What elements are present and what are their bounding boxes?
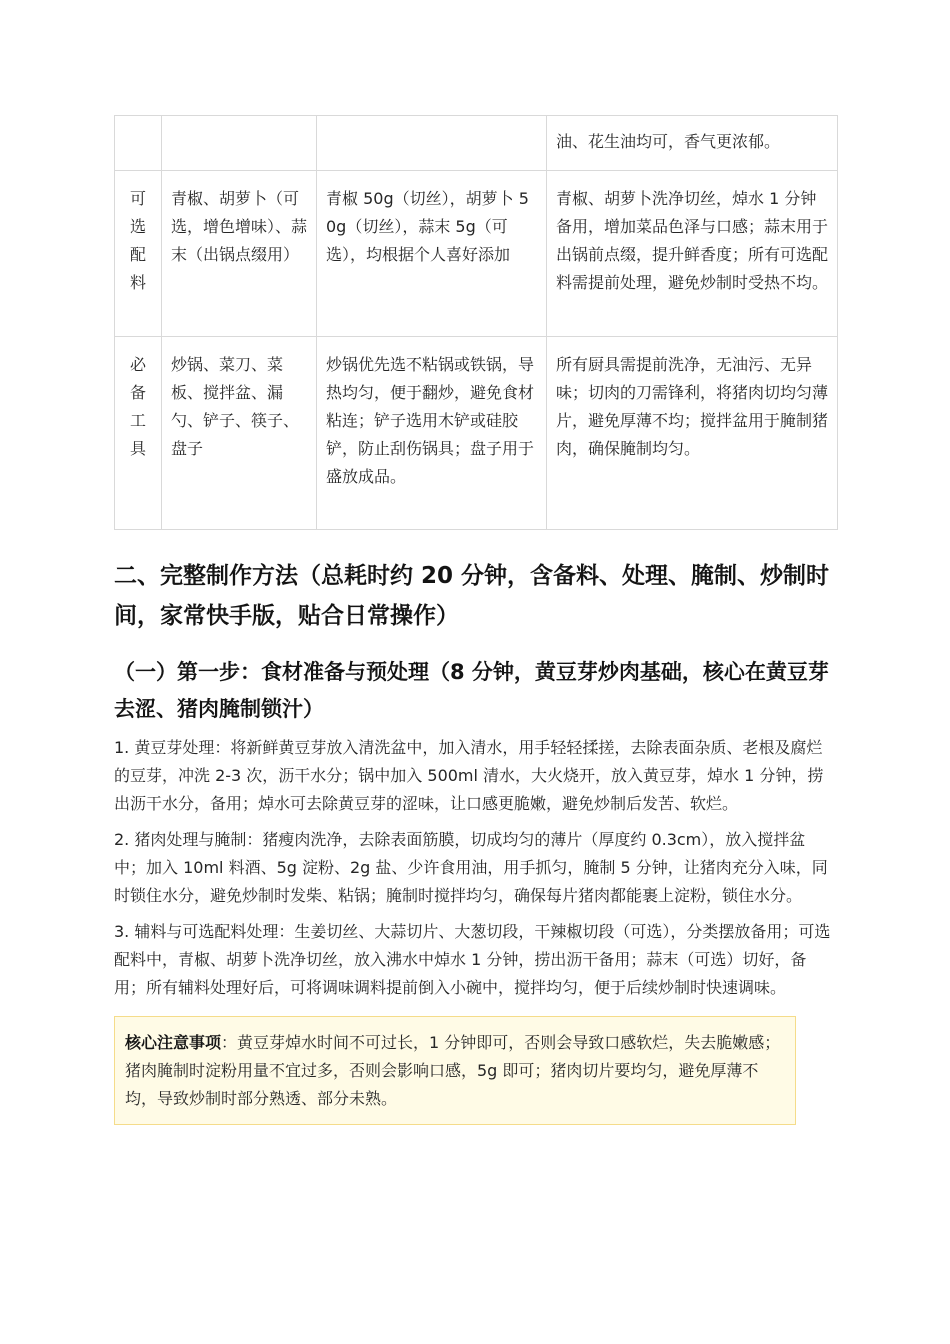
- note-text: 所有厨具需提前洗净，无油污、无异味；切肉的刀需锋利，将猪肉切均匀薄片，避免厚薄不均；搅拌盆用于腌制猪肉，确保腌制均匀。: [556, 355, 829, 458]
- amount-cell: [317, 171, 547, 337]
- step-paragraph: 3. 辅料与可选配料处理：生姜切丝、大蒜切片、大葱切段，干辣椒切段（可选），分类摆放备用；可选配料中，青椒、胡萝卜洗净切丝，放入沸水中焯水 1 分钟，捞出沥干备用；蒜末（可选）切好，备用；所有辅料处理好后，可将调味调料提前倒入小碗中，搅拌均匀，便于后续炒制时快速调味。: [114, 922, 831, 997]
- amount-cell: [317, 337, 547, 530]
- subsection-heading: （一）第一步：食材准备与预处理（8 分钟，黄豆芽炒肉基础，核心在黄豆芽去涩、猪肉腌制锁汁）: [114, 660, 829, 721]
- amount-text: 炒锅优先选不粘锅或铁锅，导热均匀，便于翻炒，避免食材粘连；铲子选用木铲或硅胶铲，防止刮伤锅具；盘子用于盛放成品。: [326, 355, 535, 486]
- step-paragraph: 2. 猪肉处理与腌制：猪瘦肉洗净，去除表面筋膜，切成均匀的薄片（厚度约 0.3cm），放入搅拌盆中；加入 10ml 料酒、5g 淀粉、2g 盐、少许食用油，用手抓匀，腌制 5 分钟，让猪肉充分入味，同时锁住水分，避免炒制时发柴、粘锅；腌制时搅拌均匀，确保每片猪肉都能裹上淀粉，锁住水分。: [114, 830, 828, 905]
- note-text: ：黄豆芽焯水时间不可过长，1 分钟即可，否则会导致口感软烂，失去脆嫩感；猪肉腌制时淀粉用量不宜过多，否则会影响口感，5g 即可；猪肉切片要均匀，避免厚薄不均，导致炒制时部分熟透、部分未熟。: [125, 1033, 781, 1108]
- table-row: [115, 337, 838, 530]
- row-label-cell: [115, 116, 162, 171]
- note-cell: [547, 171, 838, 337]
- note-text: 油、花生油均可，香气更浓郁。: [556, 132, 781, 151]
- row-label: 可选配料: [129, 189, 146, 292]
- item-text: 炒锅、菜刀、菜板、搅拌盆、漏勺、铲子、筷子、盘子: [171, 355, 300, 458]
- note-cell: [547, 337, 838, 530]
- row-label-cell: [115, 337, 162, 530]
- amount-text: 青椒 50g（切丝），胡萝卜 50g（切丝），蒜末 5g（可选），均根据个人喜好添加: [326, 189, 529, 264]
- table-row: [115, 171, 838, 337]
- amount-text: [317, 116, 546, 138]
- step-paragraph: 1. 黄豆芽处理：将新鲜黄豆芽放入清洗盆中，加入清水，用手轻轻揉搓，去除表面杂质、老根及腐烂的豆芽，冲洗 2-3 次，沥干水分；锅中加入 500ml 清水，大火烧开，放入黄豆芽，焯水 1 分钟，捞出沥干水分，备用；焯水可去除黄豆芽的涩味，让口感更脆嫩，避免炒制后发苦、软烂。: [114, 738, 824, 813]
- row-label: [127, 116, 149, 137]
- important-note-box: [114, 1016, 796, 1125]
- table-row: [115, 116, 838, 171]
- row-label-cell: [115, 171, 162, 337]
- item-cell: [162, 337, 317, 530]
- note-cell: [547, 116, 838, 171]
- note-text: 青椒、胡萝卜洗净切丝，焯水 1 分钟备用，增加菜品色泽与口感；蒜末用于出锅前点缀，提升鲜香度；所有可选配料需提前处理，避免炒制时受热不均。: [556, 189, 829, 292]
- item-text: 青椒、胡萝卜（可选，增色增味）、蒜末（出锅点缀用）: [171, 189, 308, 264]
- document-page: [114, 115, 836, 1125]
- ingredient-table: [114, 115, 838, 530]
- note-label: 核心注意事项: [125, 1033, 222, 1052]
- row-label: 必备工具: [129, 355, 146, 458]
- item-cell: [162, 116, 317, 171]
- item-cell: [162, 171, 317, 337]
- item-text: [162, 116, 316, 138]
- amount-cell: [317, 116, 547, 171]
- section-heading: 二、完整制作方法（总耗时约 20 分钟，含备料、处理、腌制、炒制时间，家常快手版，贴合日常操作）: [114, 563, 830, 629]
